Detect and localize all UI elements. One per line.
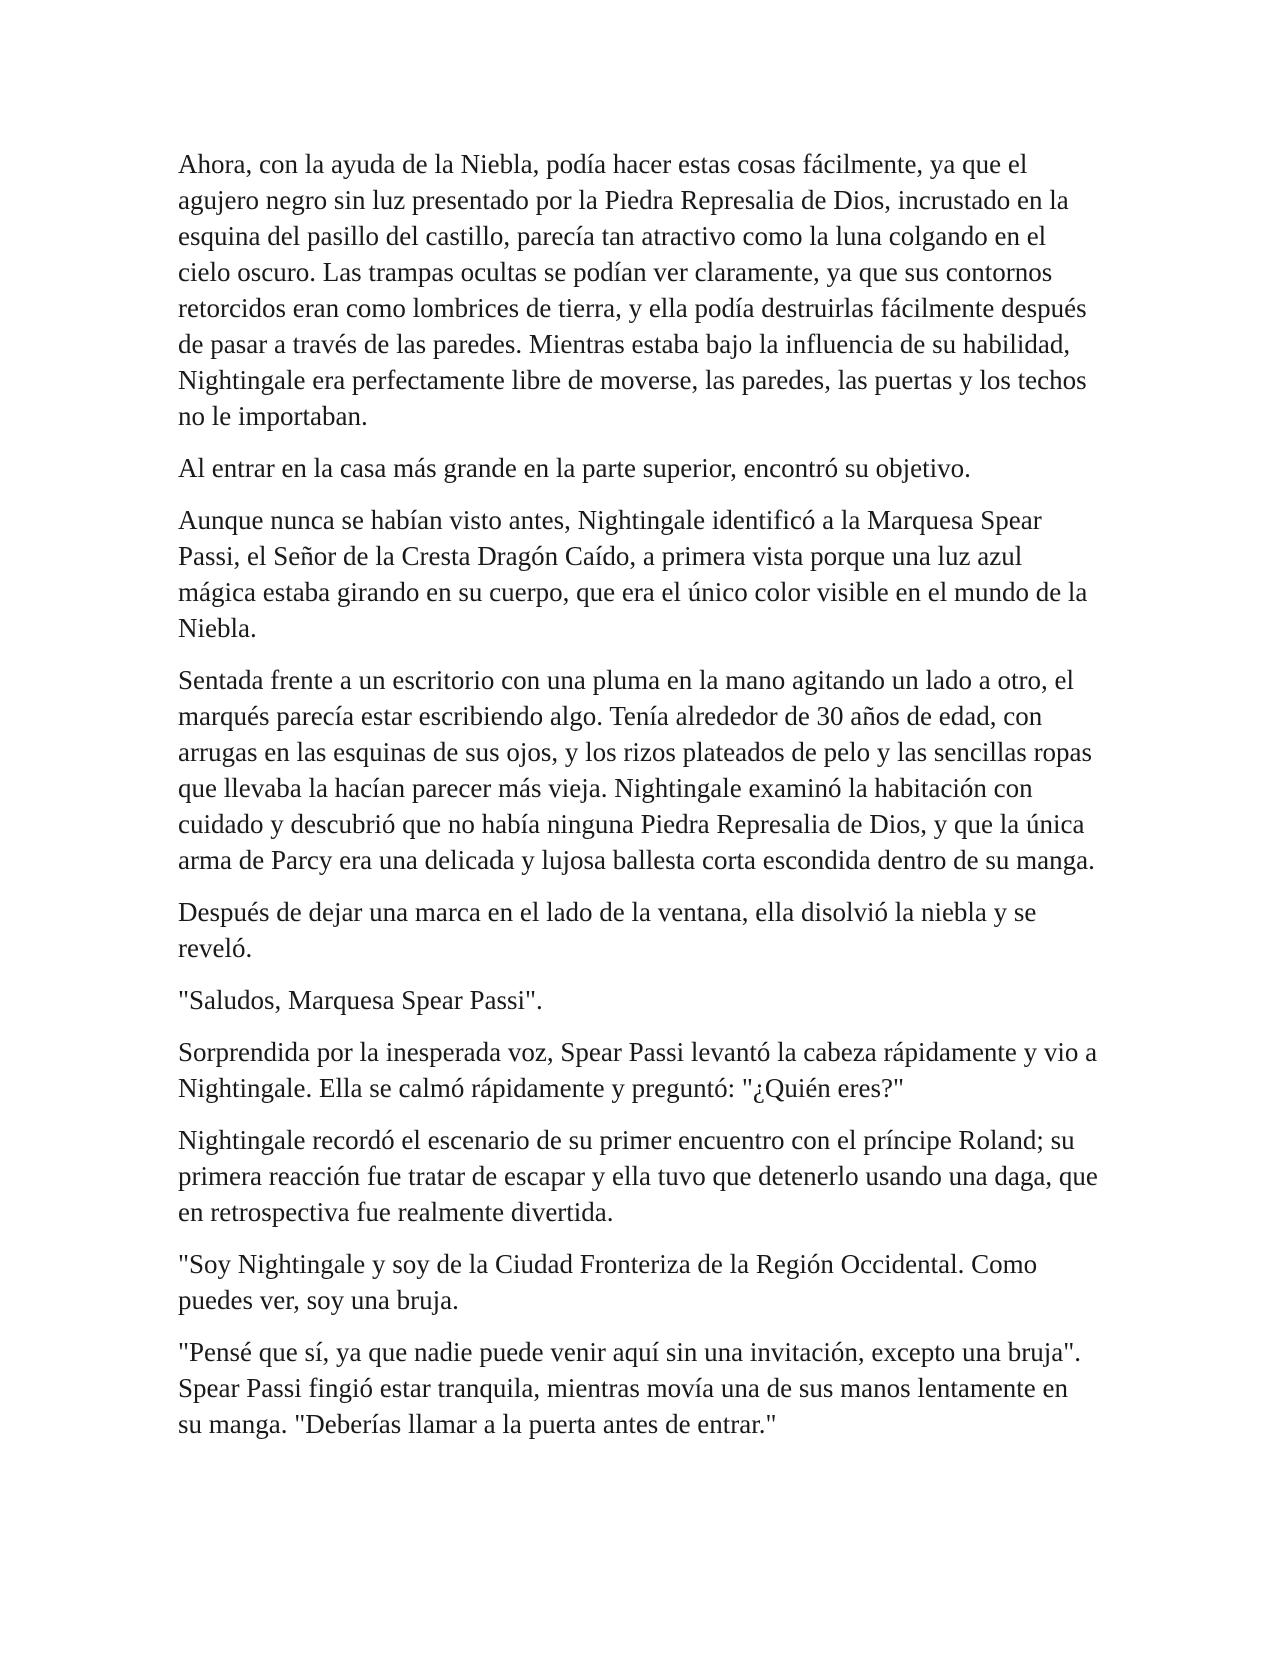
paragraph: "Soy Nightingale y soy de la Ciudad Fronteriza de la Región Occidental. Como puedes ver, soy una bruja. <box>178 1249 1038 1315</box>
paragraph: Nightingale recordó el escenario de su primer encuentro con el príncipe Roland; su primera reacción fue tratar de escapar y ella tuvo que detenerlo usando una daga, que en retrospectiva fue realmente divertida. <box>178 1125 1098 1227</box>
paragraph: Sentada frente a un escritorio con una pluma en la mano agitando un lado a otro, el marqués parecía estar escribiendo algo. Tenía alrededor de 30 años de edad, con arrugas en las esquinas de sus ojos, y los rizos plateados de pelo y las sencillas ropas que llevaba la hacían parecer más vieja. Nightingale examinó la habitación con cuidado y descubrió que no había ninguna Piedra Represalia de Dios, y que la única arma de Parcy era una delicada y lujosa ballesta corta escondida dentro de su manga. <box>178 665 1095 875</box>
document-body <box>178 146 1098 1458</box>
paragraph: Ahora, con la ayuda de la Niebla, podía hacer estas cosas fácilmente, ya que el agujero negro sin luz presentado por la Piedra Represalia de Dios, incrustado en la esquina del pasillo del castillo, parecía tan atractivo como la luna colgando en el cielo oscuro. Las trampas ocultas se podían ver claramente, ya que sus contornos retorcidos eran como lombrices de tierra, y ella podía destruirlas fácilmente después de pasar a través de las paredes. Mientras estaba bajo la influencia de su habilidad, Nightingale era perfectamente libre de moverse, las paredes, las puertas y los techos no le importaban. <box>178 149 1087 431</box>
paragraph: "Pensé que sí, ya que nadie puede venir aquí sin una invitación, excepto una bruja". Spear Passi fingió estar tranquila, mientras movía una de sus manos lentamente en su manga. "Deberías llamar a la puerta antes de entrar." <box>178 1337 1082 1439</box>
paragraph: "Saludos, Marquesa Spear Passi". <box>178 985 543 1015</box>
paragraph: Al entrar en la casa más grande en la parte superior, encontró su objetivo. <box>178 453 971 483</box>
paragraph: Después de dejar una marca en el lado de la ventana, ella disolvió la niebla y se reveló. <box>178 897 1037 963</box>
paragraph: Sorprendida por la inesperada voz, Spear Passi levantó la cabeza rápidamente y vio a Nightingale. Ella se calmó rápidamente y preguntó: "¿Quién eres?" <box>178 1037 1098 1103</box>
paragraph: Aunque nunca se habían visto antes, Nightingale identificó a la Marquesa Spear Passi, el Señor de la Cresta Dragón Caído, a primera vista porque una luz azul mágica estaba girando en su cuerpo, que era el único color visible en el mundo de la Niebla. <box>178 505 1088 643</box>
